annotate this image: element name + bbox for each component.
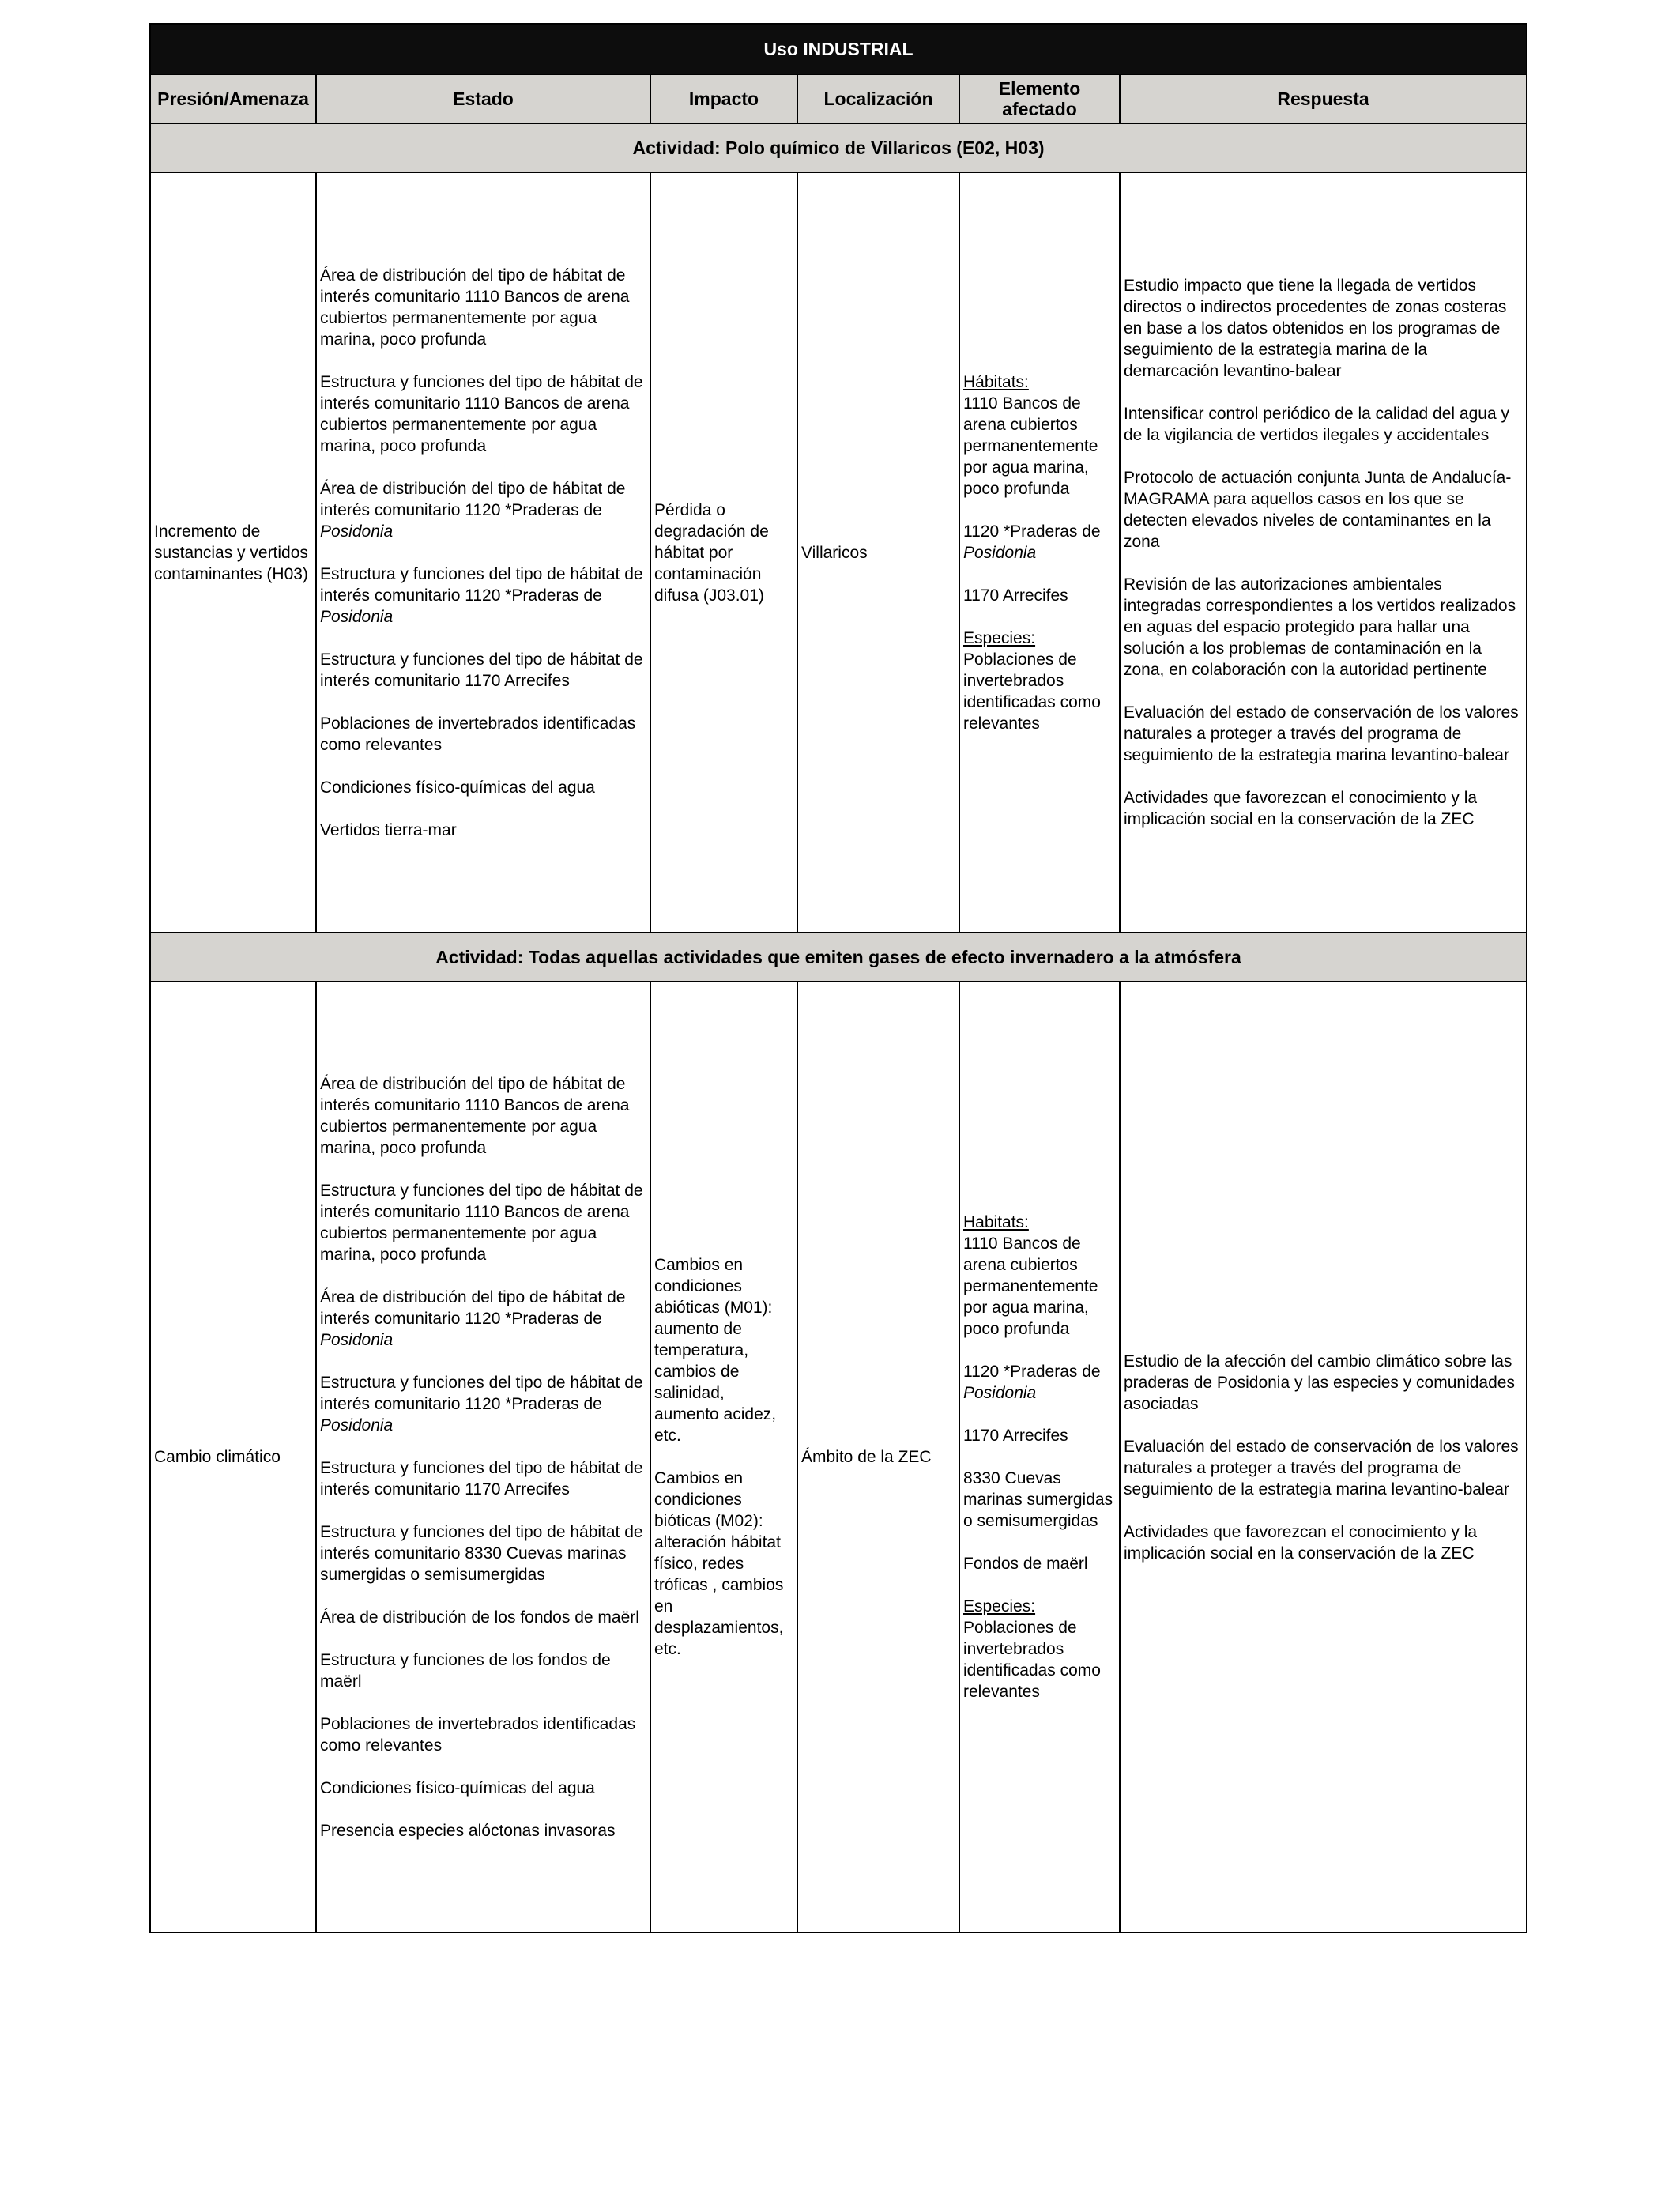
habitat-item: 1120 *Praderas de Posidonia: [963, 522, 1101, 562]
header-presion: Presión/Amenaza: [150, 74, 316, 123]
respuesta-cell: [1120, 982, 1527, 1932]
especies-label: Especies:: [963, 628, 1036, 647]
header-localizacion: Localización: [797, 74, 959, 123]
habitat-item: 8330 Cuevas marinas sumergidas o semisumergidas: [963, 1469, 1113, 1530]
impacto-item: Pérdida o degradación de hábitat por contaminación difusa (J03.01): [654, 500, 769, 605]
elemento-cell: [959, 982, 1120, 1932]
estado-item: Poblaciones de invertebrados identificadas como relevantes: [320, 1714, 636, 1755]
estado-item: Estructura y funciones del tipo de hábitat de interés comunitario 1170 Arrecifes: [320, 1458, 643, 1498]
habitat-item: 1110 Bancos de arena cubiertos permanentemente por agua marina, poco profunda: [963, 1235, 1098, 1338]
header-impacto: Impacto: [650, 74, 797, 123]
estado-item: Estructura y funciones del tipo de hábitat de interés comunitario 1120 *Praderas de Posidonia: [320, 1373, 643, 1434]
estado-item: Condiciones físico-químicas del agua: [320, 1778, 595, 1797]
impacto-cell: [650, 982, 797, 1932]
respuesta-item: Evaluación del estado de conservación de los valores naturales a proteger a través del programa de seguimiento de la estrategia marina levantino-balear: [1124, 1437, 1519, 1498]
respuesta-item: Evaluación del estado de conservación de los valores naturales a proteger a través del programa de seguimiento de la estrategia marina levantino-balear: [1124, 703, 1519, 764]
habitat-item: 1110 Bancos de arena cubiertos permanentemente por agua marina, poco profunda: [963, 394, 1098, 498]
activity-heading: Actividad: Todas aquellas actividades que emiten gases de efecto invernadero a la atmósfera: [150, 933, 1527, 982]
estado-item: Estructura y funciones del tipo de hábitat de interés comunitario 1120 *Praderas de Posidonia: [320, 564, 643, 626]
localizacion-cell: Villaricos: [797, 172, 959, 933]
respuesta-cell: [1120, 172, 1527, 933]
respuesta-item: Intensificar control periódico de la calidad del agua y de la vigilancia de vertidos ilegales y accidentales: [1124, 405, 1509, 444]
header-respuesta: Respuesta: [1120, 74, 1527, 123]
respuesta-item: Estudio impacto que tiene la llegada de vertidos directos o indirectos procedentes de zonas costeras en base a los datos obtenidos en los programas de seguimiento de la estrategia marina de la demarcación levantino-balear: [1124, 277, 1507, 380]
estado-item: Estructura y funciones del tipo de hábitat de interés comunitario 1110 Bancos de arena cubiertos permanentemente por agua marina, poco profunda: [320, 372, 643, 455]
respuesta-item: Actividades que favorezcan el conocimiento y la implicación social en la conservación de la ZEC: [1124, 789, 1478, 828]
elemento-cell: [959, 172, 1120, 933]
habitat-item: 1120 *Praderas de Posidonia: [963, 1363, 1101, 1402]
estado-item: Área de distribución del tipo de hábitat de interés comunitario 1110 Bancos de arena cubiertos permanentemente por agua marina, poco profunda: [320, 266, 630, 349]
table-title: Uso INDUSTRIAL: [150, 24, 1527, 74]
estado-item: Estructura y funciones del tipo de hábitat de interés comunitario 1110 Bancos de arena cubiertos permanentemente por agua marina, poco profunda: [320, 1181, 643, 1264]
impacto-item: Cambios en condiciones abióticas (M01): aumento de temperatura, cambios de salinidad, aumento acidez, etc.: [654, 1256, 777, 1445]
activity-heading: Actividad: Polo químico de Villaricos (E02, H03): [150, 123, 1527, 172]
respuesta-item: Actividades que favorezcan el conocimiento y la implicación social en la conservación de la ZEC: [1124, 1522, 1478, 1563]
estado-cell: [316, 982, 650, 1932]
estado-item: Área de distribución de los fondos de maërl: [320, 1608, 639, 1627]
habitats-label: Habitats:: [963, 1213, 1029, 1231]
estado-item: Área de distribución del tipo de hábitat de interés comunitario 1110 Bancos de arena cubiertos permanentemente por agua marina, poco profunda: [320, 1074, 630, 1157]
estado-item: Vertidos tierra-mar: [320, 820, 457, 839]
respuesta-item: Protocolo de actuación conjunta Junta de Andalucía-MAGRAMA para aquellos casos en los que se detecten elevados niveles de contaminantes en la zona: [1124, 469, 1512, 551]
impacto-item: Cambios en condiciones bióticas (M02): alteración hábitat físico, redes tróficas , cambios en desplazamientos, etc.: [654, 1469, 784, 1658]
especies-item: Poblaciones de invertebrados identificadas como relevantes: [963, 650, 1101, 733]
habitat-item: 1170 Arrecifes: [963, 1427, 1068, 1445]
presion-cell: Incremento de sustancias y vertidos contaminantes (H03): [150, 172, 316, 933]
estado-item: Estructura y funciones del tipo de hábitat de interés comunitario 1170 Arrecifes: [320, 650, 643, 690]
especies-item: Poblaciones de invertebrados identificadas como relevantes: [963, 1619, 1101, 1701]
estado-cell: [316, 172, 650, 933]
habitat-item: 1170 Arrecifes: [963, 586, 1068, 605]
header-elemento: Elemento afectado: [959, 74, 1120, 123]
presion-cell: Cambio climático: [150, 982, 316, 1932]
respuesta-item: Estudio de la afección del cambio climático sobre las praderas de Posidonia y las especies y comunidades asociadas: [1124, 1351, 1515, 1413]
estado-item: Poblaciones de invertebrados identificadas como relevantes: [320, 714, 636, 754]
impacto-cell: [650, 172, 797, 933]
habitat-item: Fondos de maërl: [963, 1555, 1088, 1573]
habitats-label: Hábitats:: [963, 372, 1029, 391]
estado-item: Estructura y funciones del tipo de hábitat de interés comunitario 8330 Cuevas marinas sumergidas o semisumergidas: [320, 1522, 643, 1584]
estado-item: Área de distribución del tipo de hábitat de interés comunitario 1120 *Praderas de Posidonia: [320, 479, 626, 541]
localizacion-cell: Ámbito de la ZEC: [797, 982, 959, 1932]
header-estado: Estado: [316, 74, 650, 123]
estado-item: Área de distribución del tipo de hábitat de interés comunitario 1120 *Praderas de Posidonia: [320, 1287, 626, 1349]
estado-item: Presencia especies alóctonas invasoras: [320, 1821, 616, 1840]
uso-industrial-table: [149, 23, 1527, 1933]
estado-item: Condiciones físico-químicas del agua: [320, 778, 595, 797]
respuesta-item: Revisión de las autorizaciones ambientales integradas correspondientes a los vertidos realizados en aguas del espacio protegido para hallar una solución a los problemas de contaminación en la zona, en colaboración con la autoridad pertinente: [1124, 575, 1516, 679]
estado-item: Estructura y funciones de los fondos de maërl: [320, 1650, 611, 1691]
especies-label: Especies:: [963, 1597, 1036, 1615]
